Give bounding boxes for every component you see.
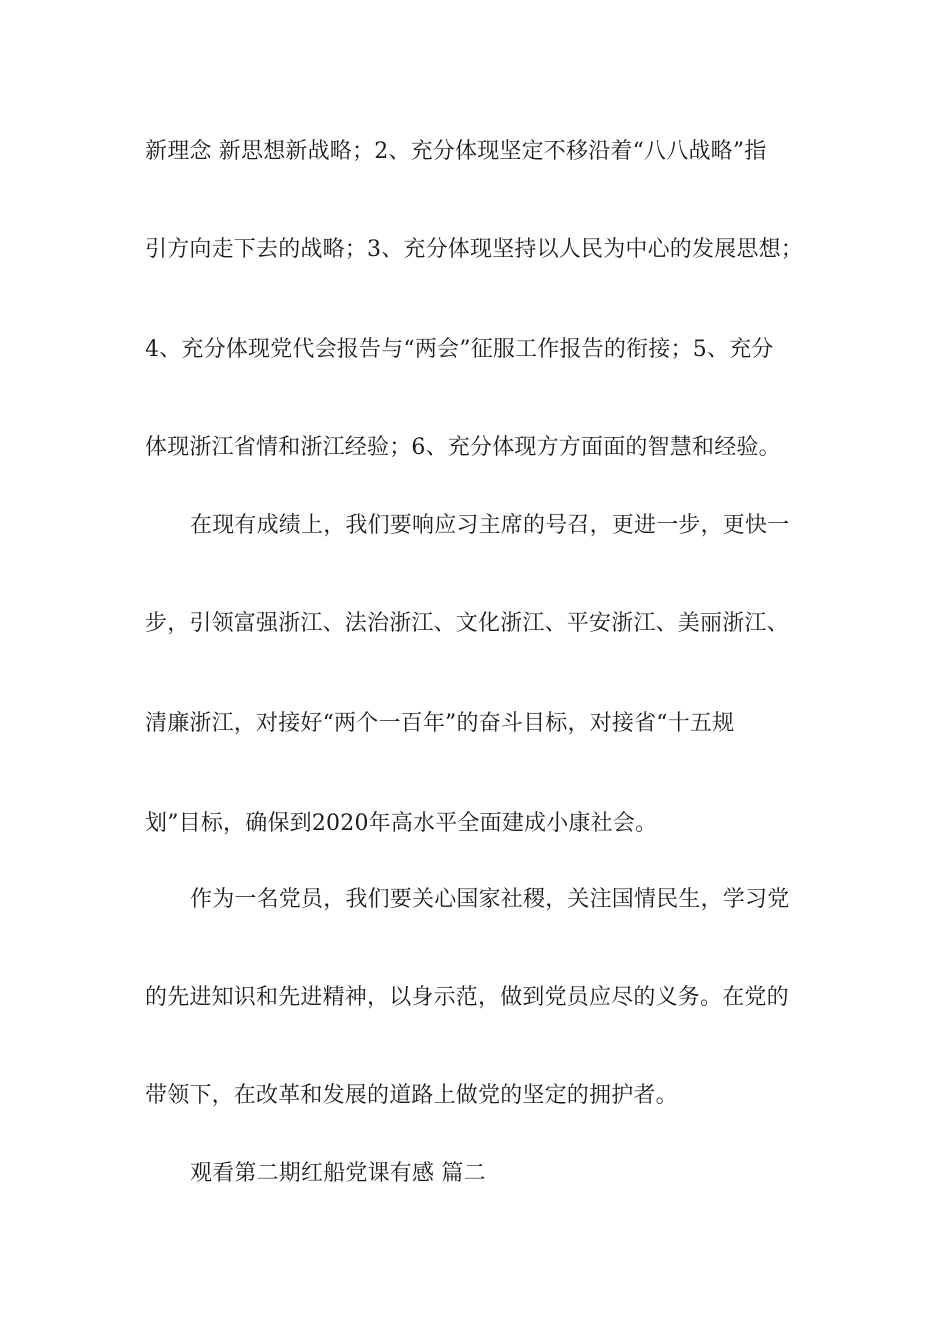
paragraph-line: 引方向走下去的战略；3、充分体现坚持以人民为中心的发展思想；	[145, 237, 803, 262]
paragraph-line: 在现有成绩上，我们要响应习主席的号召，更进一步，更快一	[190, 513, 790, 538]
paragraph-line: 带领下，在改革和发展的道路上做党的坚定的拥护者。	[145, 1083, 678, 1108]
paragraph-line: 步，引领富强浙江、法治浙江、文化浙江、平安浙江、美丽浙江、	[145, 611, 789, 636]
section-heading: 观看第二期红船党课有感 篇二	[190, 1161, 486, 1186]
paragraph-line: 体现浙江省情和浙江经验；6、充分体现方方面面的智慧和经验。	[145, 435, 781, 460]
paragraph-line: 作为一名党员，我们要关心国家社稷，关注国情民生，学习党	[190, 887, 790, 912]
paragraph-line: 划”目标，确保到2020年高水平全面建成小康社会。	[145, 811, 658, 836]
paragraph-line: 新理念 新思想新战略；2、充分体现坚定不移沿着“八八战略”指	[145, 139, 767, 164]
paragraph-line: 的先进知识和先进精神，以身示范，做到党员应尽的义务。在党的	[145, 985, 789, 1010]
paragraph-line: 清廉浙江，对接好“两个一百年”的奋斗目标，对接省“十五规	[145, 711, 735, 736]
paragraph-line: 4、充分体现党代会报告与“两会”征服工作报告的衔接；5、充分	[145, 337, 774, 362]
